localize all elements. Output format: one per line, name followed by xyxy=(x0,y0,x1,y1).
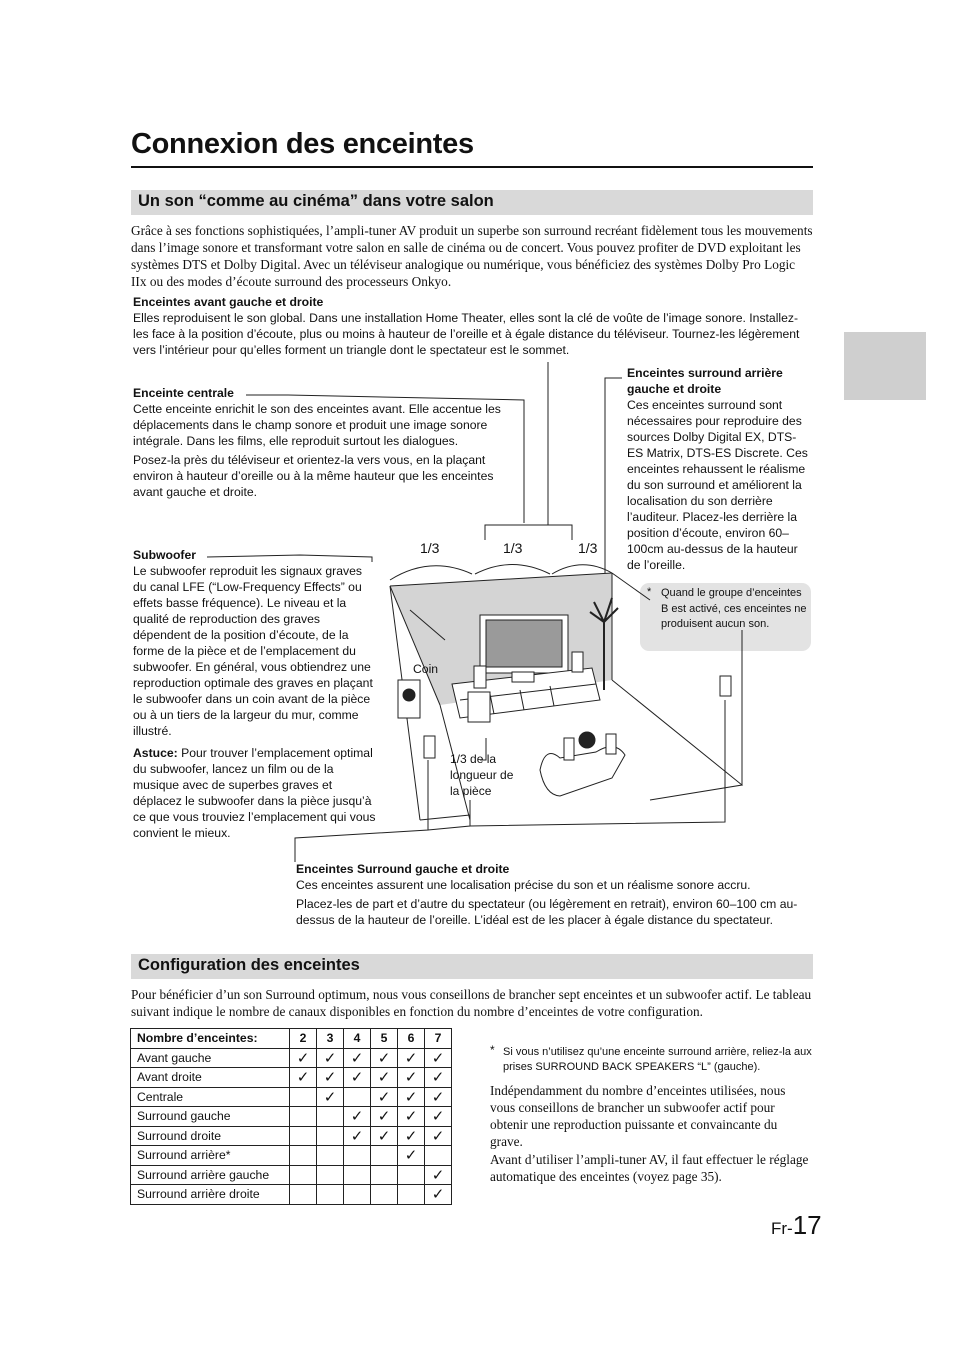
surround-left-speaker-icon xyxy=(424,736,435,758)
table-column-header: 5 xyxy=(371,1029,398,1049)
third-arc xyxy=(390,566,472,580)
table-check-cell xyxy=(425,1146,452,1166)
note-text: Quand le groupe d’enceintes B est activé, ces enceintes ne produisent aucun son. xyxy=(661,587,807,630)
surround-text2: Placez-les de part et d’autre du spectateur (ou légèrement en retrait), environ 60–100 cm au-dessus de la hauteur de l’oreille. L’idéal est de les placer à égale distance du spectateur. xyxy=(296,897,798,927)
surround-back-left-icon xyxy=(564,738,574,760)
table-check-cell: ✓ xyxy=(317,1048,344,1068)
tip-text: Pour trouver l’emplacement optimal du subwoofer, lancez un film ou de la musique avec de superbes graves et déplacez le subwoofer dans la pièce jusqu’à ce que vous trouviez l’emplacement qui vous convient le mieux. xyxy=(133,746,376,840)
table-row-label: Avant droite xyxy=(131,1068,290,1088)
table-check-cell xyxy=(371,1165,398,1185)
surround-title: Enceintes Surround gauche et droite xyxy=(296,862,510,876)
front-right-speaker-icon xyxy=(572,652,583,672)
corner-label: Coin xyxy=(413,662,439,676)
table-check-cell: ✓ xyxy=(425,1165,452,1185)
config-intro: Pour bénéficier d’un son Surround optimum, nous vous conseillons de brancher sept enceintes et un subwoofer actif. Le tableau suivant indique le nombre de canaux disponibles en fonction du nombre d’enceintes de votre configuration. xyxy=(131,987,812,1019)
table-check-cell: ✓ xyxy=(398,1126,425,1146)
table-row xyxy=(131,1165,452,1185)
leader-line xyxy=(207,555,372,562)
leader-line xyxy=(428,800,470,830)
wall-edge xyxy=(612,573,650,600)
third-label-2: 1/3 xyxy=(503,540,523,556)
table-check-cell: ✓ xyxy=(371,1107,398,1127)
page-number-value: 17 xyxy=(792,1210,822,1240)
page-title: Connexion des enceintes xyxy=(131,128,474,160)
leader-line xyxy=(548,525,572,540)
table-row xyxy=(131,1107,452,1127)
front-speakers-title: Enceintes avant gauche et droite xyxy=(133,295,324,309)
table-check-cell: ✓ xyxy=(398,1048,425,1068)
table-check-cell: ✓ xyxy=(425,1107,452,1127)
table-check-cell: ✓ xyxy=(344,1126,371,1146)
intro-paragraph: Grâce à ses fonctions sophistiquées, l’ampli-tuner AV produit un superbe son surround recréant fidèlement tous les mouvements dans l’image sonore et transformant votre salon en salle de cinéma ou de concert. Vous pouvez profiter de DVD exploitant les systèmes DTS et Dolby Digital. Avec un téléviseur analogique ou numérique, vous bénéficiez des systèmes Dolby Pro Logic IIx ou des modes d’écoute surround des processeurs Onkyo. xyxy=(131,223,813,289)
center-speaker-text2: Posez-la près du téléviseur et orientez-la vers vous, en la plaçant environ à hauteur d’oreille ou à la même hauteur que les enceintes avant gauche et droite. xyxy=(133,453,494,499)
section-heading-bar xyxy=(131,954,813,979)
table-row xyxy=(131,1048,452,1068)
table-check-cell xyxy=(344,1165,371,1185)
table-column-header: 4 xyxy=(344,1029,371,1049)
table-row-label: Avant gauche xyxy=(131,1048,290,1068)
table-row xyxy=(131,1126,452,1146)
front-left-speaker-icon xyxy=(474,666,486,688)
note-star: * xyxy=(647,586,652,598)
table-check-cell: ✓ xyxy=(425,1068,452,1088)
surround-back-title: Enceintes surround arrière gauche et droite xyxy=(627,366,783,396)
table-column-header: 6 xyxy=(398,1029,425,1049)
surround-back-right-icon xyxy=(606,734,616,754)
table-check-cell: ✓ xyxy=(425,1048,452,1068)
table-column-header: 7 xyxy=(425,1029,452,1049)
room-third-label: 1/3 de la longueur de la pièce xyxy=(450,752,514,798)
page-prefix: Fr- xyxy=(771,1219,793,1238)
surround-block xyxy=(296,861,811,928)
third-arc xyxy=(552,565,612,574)
table-check-cell: ✓ xyxy=(344,1068,371,1088)
side-paragraph-1: Indépendamment du nombre d’enceintes utilisées, nous vous conseillons de brancher un subwoofer actif pour obtenir une reproduction puissante et convaincante du grave. xyxy=(490,1083,786,1149)
table-check-cell xyxy=(398,1165,425,1185)
table-check-cell: ✓ xyxy=(398,1146,425,1166)
table-row xyxy=(131,1087,452,1107)
side-paragraph-2: Avant d’utiliser l’ampli-tuner AV, il faut effectuer le réglage automatique des enceintes (voyez page 35). xyxy=(490,1152,809,1184)
leader-line xyxy=(246,395,524,523)
table-check-cell: ✓ xyxy=(344,1107,371,1127)
table-check-cell: ✓ xyxy=(425,1087,452,1107)
table-check-cell xyxy=(371,1146,398,1166)
table-check-cell xyxy=(290,1165,317,1185)
table-check-cell: ✓ xyxy=(398,1087,425,1107)
table-check-cell: ✓ xyxy=(398,1068,425,1088)
third-label-1: 1/3 xyxy=(420,540,440,556)
table-check-cell: ✓ xyxy=(290,1068,317,1088)
table-row-label: Surround arrière* xyxy=(131,1146,290,1166)
table-check-cell xyxy=(344,1087,371,1107)
leader-line xyxy=(295,760,428,862)
table-check-cell: ✓ xyxy=(344,1048,371,1068)
table-check-cell xyxy=(317,1126,344,1146)
table-row-label: Centrale xyxy=(131,1087,290,1107)
footnote-star: * xyxy=(490,1043,495,1057)
table-row-label: Surround droite xyxy=(131,1126,290,1146)
table-row-label: Surround arrière gauche xyxy=(131,1165,290,1185)
surround-back-text: Ces enceintes surround sont nécessaires pour reproduire des sources Dolby Digital EX, DTS-ES Matrix, DTS-ES Discrete. Ces enceintes rehaussent le réalisme du son surround et améliorent la localisation du son derrière l’auditeur. Placez-les derrière la position d’écoute, environ 60–100cm au-dessus de la hauteur de l’oreille. xyxy=(627,398,808,572)
subwoofer-cone xyxy=(403,689,415,701)
table-header-label: Nombre d’enceintes: xyxy=(131,1029,290,1049)
tip-label: Astuce: xyxy=(133,746,178,760)
surround-text1: Ces enceintes assurent une localisation précise du son et un réalisme sonore accru. xyxy=(296,878,751,892)
section-heading: Configuration des enceintes xyxy=(138,956,360,974)
table-row-label: Surround arrière droite xyxy=(131,1185,290,1205)
table-check-cell xyxy=(344,1185,371,1205)
table-check-cell xyxy=(317,1107,344,1127)
table-check-cell xyxy=(290,1107,317,1127)
table-check-cell: ✓ xyxy=(317,1068,344,1088)
table-check-cell: ✓ xyxy=(371,1048,398,1068)
table-check-cell xyxy=(290,1126,317,1146)
center-speaker-icon xyxy=(512,672,534,682)
wall-edge xyxy=(612,680,742,800)
third-arc xyxy=(475,565,550,575)
section-heading: Un son “comme au cinéma” dans votre salon xyxy=(138,192,494,210)
table-column-header: 3 xyxy=(317,1029,344,1049)
table-check-cell: ✓ xyxy=(371,1068,398,1088)
tv-screen xyxy=(486,620,562,667)
page-number xyxy=(771,1210,822,1241)
leader-line xyxy=(485,362,548,540)
table-row xyxy=(131,1068,452,1088)
table-check-cell: ✓ xyxy=(317,1087,344,1107)
table-header-row xyxy=(131,1029,452,1049)
table-check-cell xyxy=(317,1165,344,1185)
front-speakers-text: Elles reproduisent le son global. Dans une installation Home Theater, elles sont la clé de voûte de l’image sonore. Installez-les face à la position d’écoute, plus ou moins à hauteur de l’oreille et à égale distance du téléviseur. Tournez-les légèrement vers l’intérieur pour qu’elles forment un triangle dont le spectateur est le sommet. xyxy=(133,311,800,357)
viewer-head xyxy=(579,732,595,748)
table-check-cell xyxy=(290,1087,317,1107)
table-check-cell: ✓ xyxy=(371,1126,398,1146)
table-check-cell xyxy=(344,1146,371,1166)
table-check-cell: ✓ xyxy=(398,1107,425,1127)
table-check-cell: ✓ xyxy=(425,1185,452,1205)
table-check-cell: ✓ xyxy=(425,1126,452,1146)
table-row-label: Surround gauche xyxy=(131,1107,290,1127)
table-check-cell: ✓ xyxy=(290,1048,317,1068)
table-row xyxy=(131,1185,452,1205)
center-speaker-text1: Cette enceinte enrichit le son des enceintes avant. Elle accentue les déplacements dans le champ sonore et produit une image sonore intégrale. Dans les films, elle reproduit surtout les dialogues. xyxy=(133,402,501,448)
third-label-3: 1/3 xyxy=(578,540,598,556)
center-speaker-title: Enceinte centrale xyxy=(133,386,234,400)
subwoofer-text: Le subwoofer reproduit les signaux graves du canal LFE (“Low-Frequency Effects” ou effets basse fréquence). Le niveau et la qualité de reproduction des graves dépendent de la position d’écoute, de la forme de la pièce et de l’emplacement du subwoofer. En général, vous obtiendrez une reproduction optimale des graves en plaçant le subwoofer dans un coin avant de la pièce ou à un tiers de la largeur du mur, comme illustré. xyxy=(133,564,373,738)
table-check-cell: ✓ xyxy=(371,1087,398,1107)
table-check-cell xyxy=(290,1146,317,1166)
table-row xyxy=(131,1146,452,1166)
subwoofer-title: Subwoofer xyxy=(133,548,196,562)
table-check-cell xyxy=(317,1185,344,1205)
speaker-config-table xyxy=(130,1028,452,1205)
subwoofer-icon-center xyxy=(468,692,490,722)
footnote-text: Si vous n’utilisez qu’une enceinte surround arrière, reliez-la aux prises SURROUND BACK SPEAKERS “L” (gauche). xyxy=(503,1046,812,1073)
table-check-cell xyxy=(398,1185,425,1205)
table-column-header: 2 xyxy=(290,1029,317,1049)
table-check-cell xyxy=(371,1185,398,1205)
surround-right-speaker-icon xyxy=(720,676,731,696)
table-check-cell xyxy=(290,1185,317,1205)
table-check-cell xyxy=(317,1146,344,1166)
